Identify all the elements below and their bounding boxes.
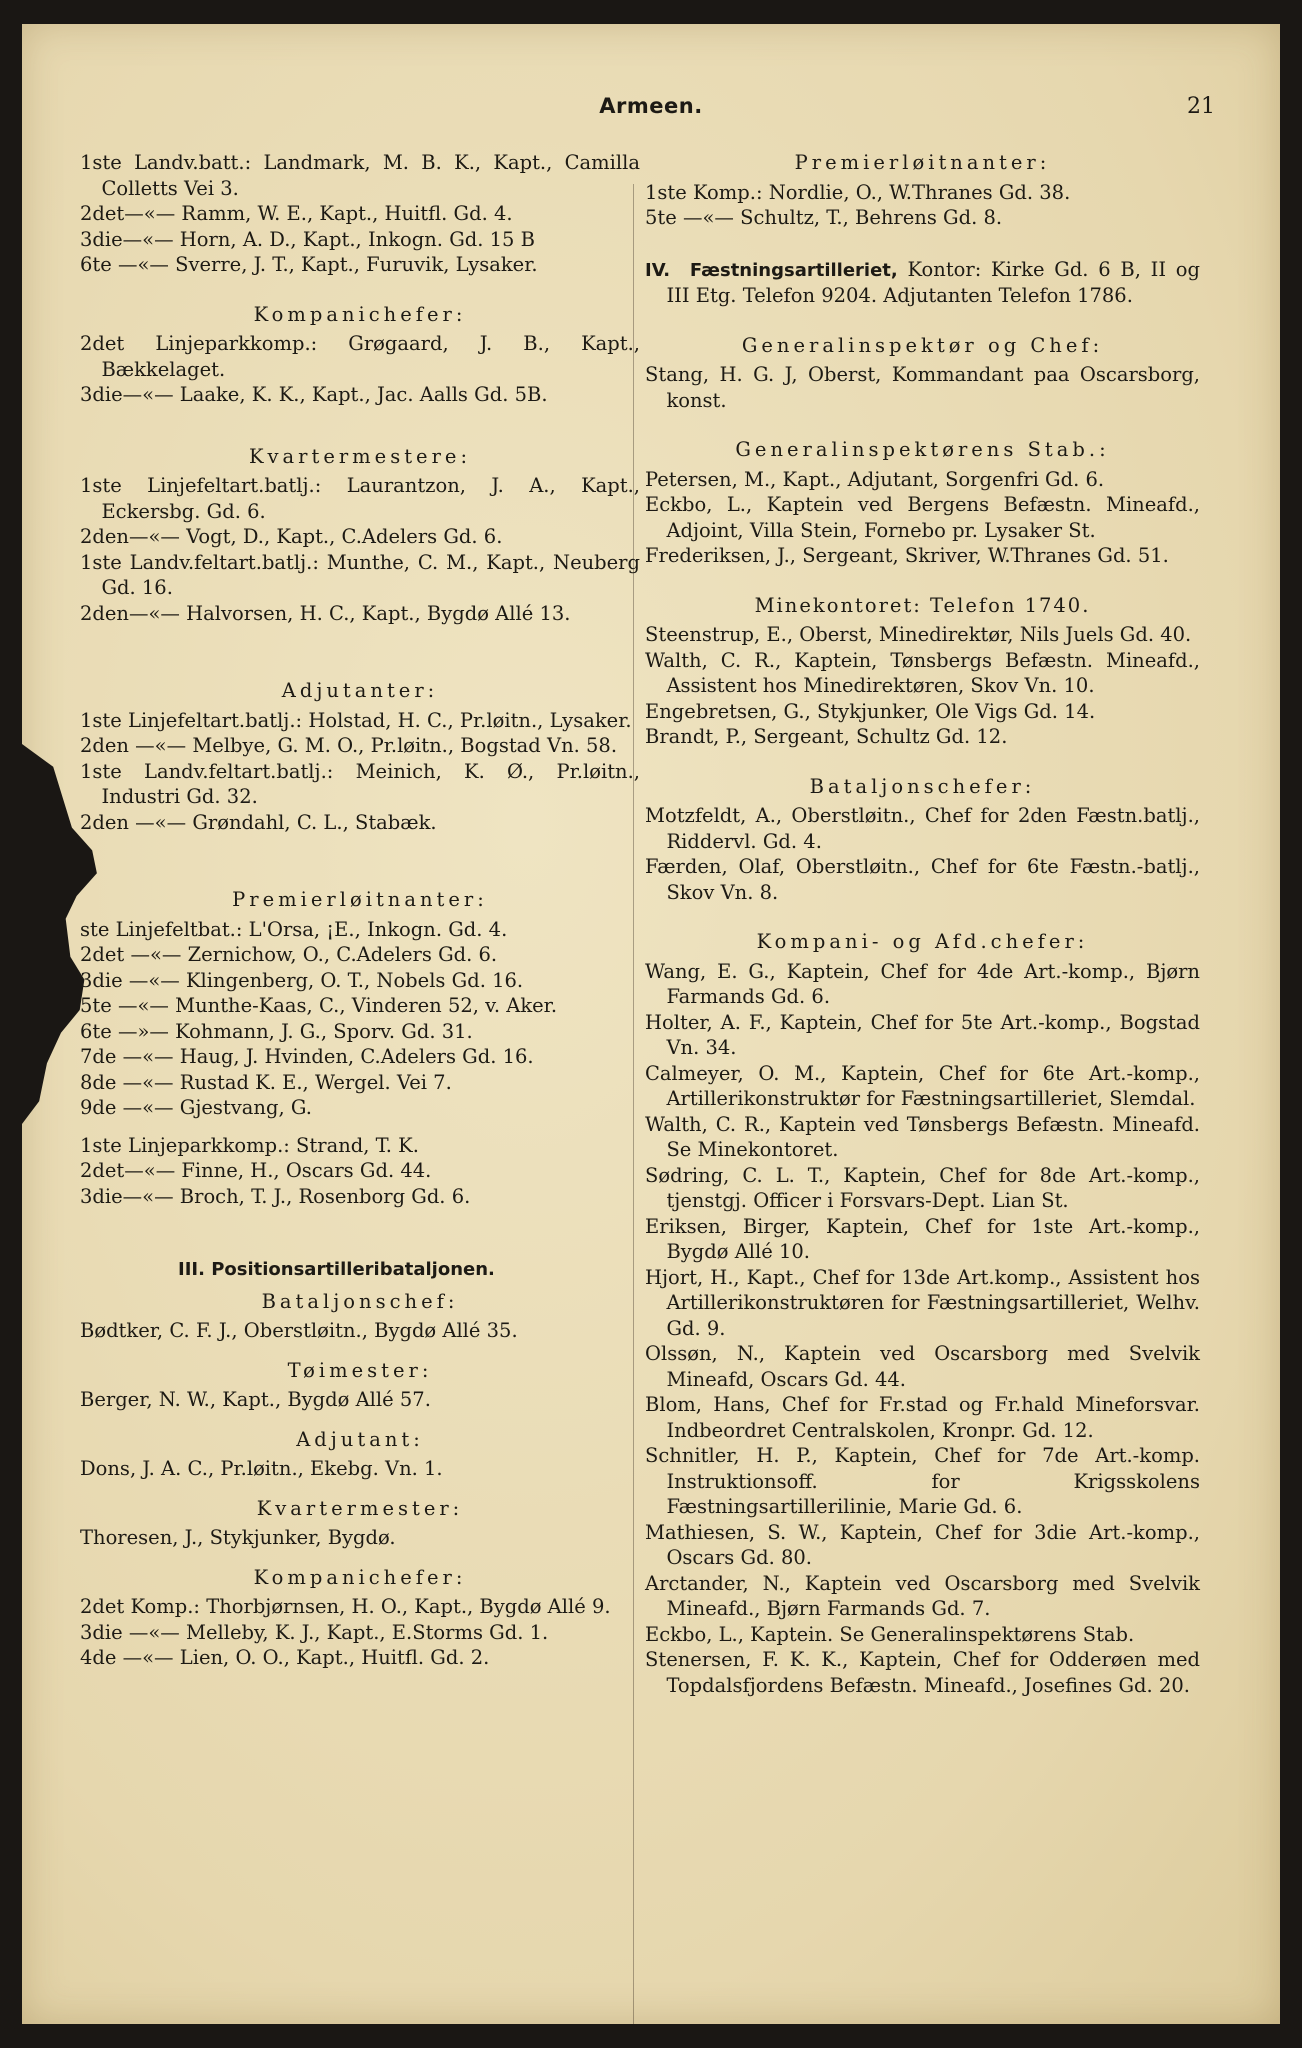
- entry: Eriksen, Birger, Kaptein, Chef for 1ste Art.-komp., Bygdø Allé 10.: [645, 1214, 1200, 1263]
- entry: 2det Komp.: Thorbjørnsen, H. O., Kapt., Bygdø Allé 9.: [80, 1595, 611, 1618]
- entry: 2det —«— Zernichow, O., C.Adelers Gd. 6.: [80, 943, 498, 966]
- entry: 9de —«— Gjestvang, G.: [80, 1096, 312, 1119]
- entry: 1ste Linjeparkkomp.: Strand, T. K.: [80, 1133, 419, 1157]
- entry: 5te —«— Schultz, T., Behrens Gd. 8.: [645, 206, 1003, 229]
- entry: 1ste Landv.feltart.batlj.: Munthe, C. M., Kapt., Neuberg Gd. 16.: [80, 550, 640, 599]
- entry: Blom, Hans, Chef for Fr.stad og Fr.hald Mineforsvar. Indbeordret Centralskolen, Kronpr. Gd. 12.: [645, 1393, 1200, 1442]
- entry: Dons, J. A. C., Pr.løitn., Ekebg. Vn. 1.: [80, 1457, 443, 1480]
- entry: Bødtker, C. F. J., Oberstløitn., Bygdø Allé 35.: [80, 1319, 518, 1342]
- page-header: [22, 94, 1280, 134]
- entry: 8de —«— Rustad K. E., Wergel. Vei 7.: [80, 1070, 452, 1094]
- entry: 2det Linjeparkkomp.: Grøgaard, J. B., Kapt., Bækkelaget.: [80, 332, 640, 381]
- section-heading: Bataljonschefer:: [809, 774, 1036, 798]
- entry: Steenstrup, E., Oberst, Minedirektør, Nils Juels Gd. 40.: [645, 623, 1192, 646]
- section-number: IV.: [645, 259, 671, 281]
- page-title: Armeen.: [599, 94, 703, 118]
- entry: ste Linjefeltbat.: L'Orsa, ¡E., Inkogn. Gd. 4.: [80, 917, 508, 941]
- entry: 6te —»— Kohmann, J. G., Sporv. Gd. 31.: [80, 1019, 473, 1043]
- entry: 3die—«— Horn, A. D., Kapt., Inkogn. Gd. 15 B: [80, 227, 535, 251]
- entry: Engebretsen, G., Stykjunker, Ole Vigs Gd. 14.: [645, 699, 1096, 723]
- entry: Petersen, M., Kapt., Adjutant, Sorgenfri Gd. 6.: [645, 467, 1105, 491]
- section-heading: Adjutanter:: [281, 679, 439, 702]
- section-heading: Generalinspektør og Chef:: [741, 333, 1104, 357]
- section-title-iv: [645, 257, 1200, 309]
- entry: 2den—«— Halvorsen, H. C., Kapt., Bygdø Allé 13.: [80, 601, 571, 625]
- entry: 1ste Landv.batt.: Landmark, M. B. K., Kapt., Camilla Colletts Vei 3.: [80, 151, 640, 200]
- entry: 1ste Linjefeltart.batlj.: Laurantzon, J. A., Kapt., Eckersbg. Gd. 6.: [80, 474, 640, 523]
- entry: Walth, C. R., Kaptein, Tønsbergs Befæstn. Mineafd., Assistent hos Minedirektøren, Skov Vn. 10.: [645, 648, 1200, 697]
- section-heading: Minekontoret: Telefon 1740.: [754, 593, 1091, 617]
- section-name: Fæstningsartilleriet,: [689, 259, 898, 281]
- entry: 3die—«— Laake, K. K., Kapt., Jac. Aalls Gd. 5B.: [80, 383, 548, 406]
- entry: Hjort, H., Kapt., Chef for 13de Art.komp., Assistent hos Artillerikonstruktøren for Fæstningsartilleriet, Welhv. Gd. 9.: [645, 1265, 1200, 1340]
- entry: Mathiesen, S. W., Kaptein, Chef for 3die Art.-komp., Oscars Gd. 80.: [645, 1520, 1200, 1569]
- entry: 1ste Linjefeltart.batlj.: Holstad, H. C., Pr.løitn., Lysaker.: [80, 708, 632, 732]
- section-heading: Kompanichefer:: [253, 1565, 467, 1589]
- entry: Eckbo, L., Kaptein. Se Generalinspektørens Stab.: [645, 1622, 1135, 1646]
- section-heading: Kompani- og Afd.chefer:: [756, 930, 1089, 953]
- entry: Eckbo, L., Kaptein ved Bergens Befæstn. Mineafd., Adjoint, Villa Stein, Fornebo pr. Lysaker St.: [645, 493, 1200, 542]
- entry: 2den —«— Melbye, G. M. O., Pr.løitn., Bogstad Vn. 58.: [80, 734, 618, 757]
- section-heading: Generalinspektørens Stab.:: [735, 438, 1110, 461]
- entry: Berger, N. W., Kapt., Bygdø Allé 57.: [80, 1388, 431, 1411]
- left-column: [80, 150, 640, 1671]
- section-title-iii: III. Positionsartilleribataljonen.: [178, 1259, 495, 1280]
- entry: Olssøn, N., Kaptein ved Oscarsborg med Svelvik Mineafd, Oscars Gd. 44.: [645, 1342, 1200, 1391]
- entry: Sødring, C. L. T., Kaptein, Chef for 8de Art.-komp., tjenstgj. Officer i Forsvars-Dept. Lian St.: [645, 1163, 1200, 1212]
- page-number: 21: [1187, 94, 1215, 119]
- section-heading: Premierløitnanter:: [794, 151, 1051, 174]
- entry: Færden, Olaf, Oberstløitn., Chef for 6te Fæstn.-batlj., Skov Vn. 8.: [645, 855, 1200, 904]
- entry: Calmeyer, O. M., Kaptein, Chef for 6te Art.-komp., Artillerikonstruktør for Fæstningsartilleriet, Slemdal.: [645, 1061, 1200, 1110]
- section-heading: Kompanichefer:: [253, 302, 467, 326]
- entry: 1ste Komp.: Nordlie, O., W.Thranes Gd. 38.: [645, 180, 1071, 204]
- entry: 7de —«— Haug, J. Hvinden, C.Adelers Gd. 16.: [80, 1045, 534, 1068]
- entry: 5te —«— Munthe-Kaas, C., Vinderen 52, v. Aker.: [80, 994, 558, 1017]
- entry: 3die —«— Melleby, K. J., Kapt., E.Storms Gd. 1.: [80, 1620, 549, 1644]
- entry: 2det—«— Ramm, W. E., Kapt., Huitfl. Gd. 4.: [80, 202, 513, 225]
- section-heading: Kvartermestere:: [248, 444, 472, 468]
- entry: 2den—«— Vogt, D., Kapt., C.Adelers Gd. 6.: [80, 525, 503, 548]
- entry: Holter, A. F., Kaptein, Chef for 5te Art.-komp., Bogstad Vn. 34.: [645, 1010, 1200, 1059]
- entry: Frederiksen, J., Sergeant, Skriver, W.Thranes Gd. 51.: [645, 544, 1169, 567]
- section-heading: Adjutant:: [296, 1427, 424, 1451]
- entry: Wang, E. G., Kaptein, Chef for 4de Art.-komp., Bjørn Farmands Gd. 6.: [645, 959, 1200, 1008]
- entry: Arctander, N., Kaptein ved Oscarsborg med Svelvik Mineafd., Bjørn Farmands Gd. 7.: [645, 1571, 1200, 1620]
- entry: Walth, C. R., Kaptein ved Tønsbergs Befæstn. Mineafd. Se Minekontoret.: [645, 1112, 1200, 1161]
- entry: 2det—«— Finne, H., Oscars Gd. 44.: [80, 1159, 432, 1182]
- entry: 3die —«— Klingenberg, O. T., Nobels Gd. 16.: [80, 968, 524, 992]
- section-heading: Premierløitnanter:: [232, 888, 488, 911]
- entry: Schnitler, H. P., Kaptein, Chef for 7de Art.-komp. Instruktionsoff. for Krigsskolens Fæstningsartillerilinie, Marie Gd. 6.: [645, 1444, 1200, 1518]
- section-text: Kontor: Kirke Gd. 6 B, II og III Etg. Telefon 9204. Adjutanten Telefon 1786.: [666, 257, 1200, 307]
- section-heading: Tøimester:: [287, 1358, 433, 1382]
- right-column: [645, 150, 1200, 1698]
- entry: 1ste Landv.feltart.batlj.: Meinich, K. Ø., Pr.løitn., Industri Gd. 32.: [80, 759, 640, 808]
- section-heading: Bataljonschef:: [261, 1289, 459, 1313]
- entry: Stang, H. G. J, Oberst, Kommandant paa Oscarsborg, konst.: [645, 363, 1200, 412]
- entry: 6te —«— Sverre, J. T., Kapt., Furuvik, Lysaker.: [80, 253, 538, 276]
- entry: 3die—«— Broch, T. J., Rosenborg Gd. 6.: [80, 1184, 471, 1208]
- entry: 2den —«— Grøndahl, C. L., Stabæk.: [80, 810, 437, 834]
- entry: 4de —«— Lien, O. O., Kapt., Huitfl. Gd. 2.: [80, 1646, 490, 1669]
- document-page: [22, 24, 1280, 2024]
- entry: Stenersen, F. K. K., Kaptein, Chef for Odderøen med Topdalsfjordens Befæstn. Mineafd., Josefines Gd. 20.: [645, 1648, 1200, 1697]
- entry: Brandt, P., Sergeant, Schultz Gd. 12.: [645, 725, 1008, 748]
- entry: Thoresen, J., Stykjunker, Bygdø.: [80, 1526, 396, 1549]
- section-heading: Kvartermester:: [256, 1496, 464, 1520]
- entry: Motzfeldt, A., Oberstløitn., Chef for 2den Fæstn.batlj., Riddervl. Gd. 4.: [645, 804, 1200, 853]
